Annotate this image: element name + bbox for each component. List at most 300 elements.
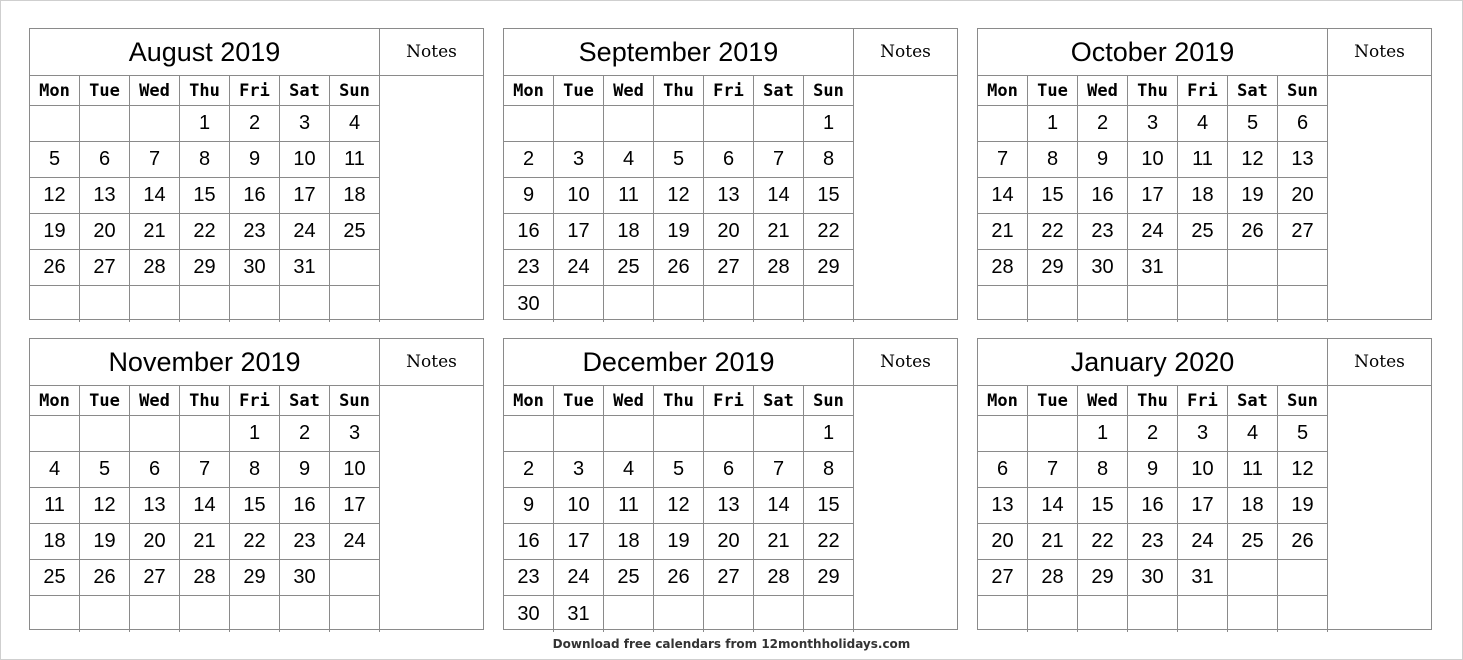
week-row: [30, 178, 380, 214]
day-cell: 31: [1128, 250, 1178, 286]
week-row: [978, 286, 1328, 322]
day-cell: 13: [1278, 142, 1328, 178]
day-cell: 25: [604, 250, 654, 286]
week-row: [30, 416, 380, 452]
day-cell: 6: [1278, 106, 1328, 142]
day-cell: [80, 106, 130, 142]
week-row: [504, 250, 854, 286]
day-cell: 2: [1128, 416, 1178, 452]
week-row: [978, 524, 1328, 560]
month-calendar: [29, 338, 484, 630]
week-row: [504, 214, 854, 250]
weekday-label: Fri: [230, 386, 280, 416]
day-cell: 23: [280, 524, 330, 560]
day-cell: 5: [1278, 416, 1328, 452]
weekday-label: Sat: [754, 386, 804, 416]
day-cell: 19: [30, 214, 80, 250]
day-cell: [80, 286, 130, 322]
day-cell: 30: [1128, 560, 1178, 596]
day-cell: 9: [280, 452, 330, 488]
day-cell: [180, 286, 230, 322]
day-cell: 7: [754, 452, 804, 488]
day-cell: [754, 286, 804, 322]
day-cell: 15: [230, 488, 280, 524]
day-cell: 26: [1278, 524, 1328, 560]
weekday-label: Wed: [130, 76, 180, 106]
weekday-label: Sat: [1228, 76, 1278, 106]
week-row: [978, 178, 1328, 214]
weekday-label: Tue: [80, 386, 130, 416]
day-cell: 8: [804, 142, 854, 178]
week-row: [30, 596, 380, 632]
week-row: [978, 560, 1328, 596]
day-cell: 15: [804, 178, 854, 214]
day-cell: 5: [30, 142, 80, 178]
day-cell: 29: [804, 560, 854, 596]
day-cell: [604, 596, 654, 632]
day-cell: [1028, 416, 1078, 452]
weekday-label: Wed: [604, 76, 654, 106]
day-cell: 28: [754, 560, 804, 596]
weekday-label: Fri: [704, 386, 754, 416]
day-cell: [30, 416, 80, 452]
week-row: [30, 452, 380, 488]
day-cell: 22: [1028, 214, 1078, 250]
week-row: [978, 142, 1328, 178]
day-cell: 31: [280, 250, 330, 286]
day-cell: 22: [804, 524, 854, 560]
day-cell: [330, 560, 380, 596]
month-title: September 2019: [504, 29, 853, 76]
day-cell: 13: [80, 178, 130, 214]
day-cell: 18: [330, 178, 380, 214]
day-cell: 9: [230, 142, 280, 178]
day-cell: [504, 106, 554, 142]
day-cell: 22: [180, 214, 230, 250]
day-cell: 8: [230, 452, 280, 488]
day-cell: 16: [230, 178, 280, 214]
notes-header: Notes: [379, 29, 483, 76]
day-cell: 7: [754, 142, 804, 178]
day-cell: 3: [1178, 416, 1228, 452]
day-cell: 11: [30, 488, 80, 524]
notes-header: Notes: [853, 29, 957, 76]
weekday-label: Tue: [1028, 76, 1078, 106]
day-cell: 16: [504, 524, 554, 560]
day-cell: 7: [130, 142, 180, 178]
weekday-header-row: [978, 76, 1328, 106]
month-calendar: [29, 28, 484, 320]
notes-area: [853, 386, 957, 629]
day-cell: [704, 416, 754, 452]
day-cell: 5: [80, 452, 130, 488]
day-cell: [1128, 286, 1178, 322]
day-cell: 2: [504, 452, 554, 488]
day-cell: 28: [180, 560, 230, 596]
day-cell: 21: [754, 524, 804, 560]
day-cell: 21: [978, 214, 1028, 250]
day-cell: 23: [230, 214, 280, 250]
day-cell: 18: [604, 214, 654, 250]
day-cell: 26: [30, 250, 80, 286]
day-cell: 8: [1078, 452, 1128, 488]
day-cell: 7: [180, 452, 230, 488]
day-cell: [978, 596, 1028, 632]
day-cell: 9: [1128, 452, 1178, 488]
day-cell: [80, 596, 130, 632]
day-cell: [80, 416, 130, 452]
day-cell: 29: [804, 250, 854, 286]
day-cell: 2: [1078, 106, 1128, 142]
day-cell: 11: [1178, 142, 1228, 178]
day-cell: 4: [1178, 106, 1228, 142]
day-cell: 24: [554, 250, 604, 286]
day-cell: 25: [604, 560, 654, 596]
day-cell: 14: [978, 178, 1028, 214]
weekday-label: Tue: [80, 76, 130, 106]
day-cell: 19: [654, 524, 704, 560]
day-cell: 10: [554, 488, 604, 524]
day-cell: 17: [1128, 178, 1178, 214]
day-cell: 10: [554, 178, 604, 214]
day-cell: [1128, 596, 1178, 632]
weekday-label: Tue: [554, 76, 604, 106]
weekday-label: Tue: [1028, 386, 1078, 416]
day-cell: [704, 596, 754, 632]
day-cell: 20: [80, 214, 130, 250]
month-title: August 2019: [30, 29, 379, 76]
weekday-label: Tue: [554, 386, 604, 416]
day-cell: 26: [80, 560, 130, 596]
day-cell: 29: [1078, 560, 1128, 596]
week-row: [30, 214, 380, 250]
day-cell: 12: [654, 178, 704, 214]
day-cell: [754, 106, 804, 142]
weekday-label: Sat: [280, 76, 330, 106]
weekday-label: Fri: [1178, 76, 1228, 106]
day-cell: 27: [130, 560, 180, 596]
day-cell: [754, 596, 804, 632]
weekday-label: Wed: [130, 386, 180, 416]
day-cell: 4: [604, 452, 654, 488]
week-row: [30, 488, 380, 524]
weekday-label: Fri: [1178, 386, 1228, 416]
day-cell: [704, 106, 754, 142]
day-cell: 6: [130, 452, 180, 488]
day-cell: [554, 106, 604, 142]
week-row: [978, 416, 1328, 452]
weekday-label: Mon: [504, 76, 554, 106]
week-row: [504, 488, 854, 524]
day-cell: [654, 416, 704, 452]
day-cell: [1278, 286, 1328, 322]
day-cell: 23: [1128, 524, 1178, 560]
day-cell: [1178, 286, 1228, 322]
day-cell: 11: [1228, 452, 1278, 488]
day-cell: 18: [30, 524, 80, 560]
day-cell: 19: [1278, 488, 1328, 524]
day-cell: 18: [604, 524, 654, 560]
day-cell: [130, 106, 180, 142]
day-cell: [330, 596, 380, 632]
day-cell: 27: [704, 560, 754, 596]
day-cell: 2: [504, 142, 554, 178]
month-calendar: [503, 338, 958, 630]
weekday-header-row: [978, 386, 1328, 416]
day-cell: 20: [704, 524, 754, 560]
week-row: [30, 142, 380, 178]
day-cell: [1178, 596, 1228, 632]
day-cell: [654, 596, 704, 632]
day-cell: 10: [280, 142, 330, 178]
day-cell: [30, 286, 80, 322]
week-row: [504, 178, 854, 214]
day-cell: 19: [654, 214, 704, 250]
day-cell: 13: [704, 178, 754, 214]
weekday-label: Sun: [1278, 76, 1328, 106]
day-cell: 1: [1078, 416, 1128, 452]
day-cell: 16: [504, 214, 554, 250]
day-cell: [1228, 596, 1278, 632]
day-cell: 23: [504, 250, 554, 286]
day-cell: 22: [804, 214, 854, 250]
day-cell: [130, 286, 180, 322]
day-cell: [1078, 596, 1128, 632]
weekday-label: Thu: [654, 386, 704, 416]
day-cell: [654, 106, 704, 142]
day-cell: 10: [1128, 142, 1178, 178]
day-cell: 14: [180, 488, 230, 524]
day-cell: 12: [1278, 452, 1328, 488]
day-cell: 30: [280, 560, 330, 596]
day-cell: 21: [754, 214, 804, 250]
day-cell: 21: [130, 214, 180, 250]
day-cell: [280, 596, 330, 632]
month-title: December 2019: [504, 339, 853, 386]
day-cell: 26: [654, 560, 704, 596]
day-cell: 25: [1178, 214, 1228, 250]
day-cell: 22: [230, 524, 280, 560]
weekday-label: Mon: [978, 76, 1028, 106]
day-cell: 3: [554, 452, 604, 488]
day-cell: [978, 416, 1028, 452]
day-cell: [1028, 596, 1078, 632]
day-cell: 19: [80, 524, 130, 560]
weekday-label: Sun: [1278, 386, 1328, 416]
weekday-label: Fri: [230, 76, 280, 106]
day-cell: 23: [1078, 214, 1128, 250]
day-cell: 7: [978, 142, 1028, 178]
weekday-label: Wed: [604, 386, 654, 416]
week-row: [978, 214, 1328, 250]
day-grid: [504, 386, 854, 632]
weekday-label: Sun: [804, 386, 854, 416]
day-cell: [1178, 250, 1228, 286]
day-cell: 28: [1028, 560, 1078, 596]
month-title: November 2019: [30, 339, 379, 386]
day-cell: 25: [30, 560, 80, 596]
day-cell: 6: [704, 142, 754, 178]
day-cell: 23: [504, 560, 554, 596]
day-cell: [1078, 286, 1128, 322]
week-row: [978, 488, 1328, 524]
day-cell: [604, 286, 654, 322]
day-cell: 22: [1078, 524, 1128, 560]
day-cell: [804, 596, 854, 632]
day-cell: [30, 596, 80, 632]
day-cell: 4: [604, 142, 654, 178]
day-cell: 9: [504, 488, 554, 524]
day-cell: 15: [180, 178, 230, 214]
day-cell: 17: [554, 214, 604, 250]
day-cell: [654, 286, 704, 322]
week-row: [30, 560, 380, 596]
day-cell: 29: [180, 250, 230, 286]
weekday-label: Mon: [504, 386, 554, 416]
month-title: January 2020: [978, 339, 1327, 386]
day-grid: [30, 386, 380, 632]
week-row: [30, 286, 380, 322]
week-row: [504, 142, 854, 178]
day-cell: 12: [1228, 142, 1278, 178]
day-cell: 4: [330, 106, 380, 142]
day-cell: [978, 106, 1028, 142]
day-cell: 24: [280, 214, 330, 250]
day-cell: 8: [180, 142, 230, 178]
day-cell: 2: [230, 106, 280, 142]
day-cell: [804, 286, 854, 322]
day-cell: [230, 596, 280, 632]
day-cell: 5: [654, 142, 704, 178]
day-cell: 30: [504, 286, 554, 322]
day-cell: 20: [130, 524, 180, 560]
weekday-label: Thu: [180, 386, 230, 416]
weekday-label: Mon: [978, 386, 1028, 416]
day-cell: [1278, 250, 1328, 286]
day-cell: 19: [1228, 178, 1278, 214]
notes-header: Notes: [853, 339, 957, 386]
day-cell: 11: [604, 488, 654, 524]
day-cell: [1228, 286, 1278, 322]
month-calendar: [977, 28, 1432, 320]
day-cell: 16: [1128, 488, 1178, 524]
weekday-header-row: [504, 76, 854, 106]
week-row: [30, 524, 380, 560]
weekday-label: Wed: [1078, 76, 1128, 106]
day-cell: 15: [1078, 488, 1128, 524]
notes-header: Notes: [379, 339, 483, 386]
week-row: [978, 106, 1328, 142]
weekday-header-row: [504, 386, 854, 416]
day-cell: 20: [978, 524, 1028, 560]
day-cell: 14: [130, 178, 180, 214]
day-cell: 27: [704, 250, 754, 286]
day-cell: [1228, 560, 1278, 596]
day-cell: 17: [554, 524, 604, 560]
day-cell: 1: [804, 106, 854, 142]
day-cell: 11: [330, 142, 380, 178]
weekday-label: Sun: [804, 76, 854, 106]
day-cell: 10: [330, 452, 380, 488]
day-cell: 18: [1178, 178, 1228, 214]
weekday-header-row: [30, 76, 380, 106]
day-cell: 29: [230, 560, 280, 596]
day-cell: 10: [1178, 452, 1228, 488]
day-cell: 30: [1078, 250, 1128, 286]
weekday-label: Sat: [1228, 386, 1278, 416]
week-row: [978, 250, 1328, 286]
day-cell: 25: [1228, 524, 1278, 560]
day-cell: [554, 416, 604, 452]
day-cell: 13: [978, 488, 1028, 524]
day-cell: 17: [280, 178, 330, 214]
day-cell: [180, 596, 230, 632]
day-cell: 3: [280, 106, 330, 142]
notes-area: [1327, 386, 1431, 629]
day-cell: 14: [754, 178, 804, 214]
day-cell: 26: [1228, 214, 1278, 250]
notes-header: Notes: [1327, 29, 1431, 76]
day-cell: 2: [280, 416, 330, 452]
week-row: [504, 560, 854, 596]
day-grid: [978, 386, 1328, 632]
week-row: [30, 106, 380, 142]
weekday-label: Thu: [180, 76, 230, 106]
day-cell: 4: [30, 452, 80, 488]
day-cell: 29: [1028, 250, 1078, 286]
day-cell: [30, 106, 80, 142]
day-cell: 8: [1028, 142, 1078, 178]
day-cell: 6: [704, 452, 754, 488]
day-cell: 6: [80, 142, 130, 178]
day-cell: 5: [654, 452, 704, 488]
day-cell: [180, 416, 230, 452]
week-row: [504, 596, 854, 632]
day-cell: [1278, 596, 1328, 632]
day-cell: 5: [1228, 106, 1278, 142]
week-row: [504, 286, 854, 322]
day-cell: [330, 286, 380, 322]
week-row: [978, 452, 1328, 488]
weekday-label: Sat: [754, 76, 804, 106]
day-cell: 20: [1278, 178, 1328, 214]
week-row: [504, 524, 854, 560]
footer-credit: Download free calendars from 12monthholidays.com: [552, 637, 911, 651]
month-title: October 2019: [978, 29, 1327, 76]
day-cell: 11: [604, 178, 654, 214]
day-cell: 15: [1028, 178, 1078, 214]
week-row: [30, 250, 380, 286]
day-grid: [978, 76, 1328, 322]
day-cell: [130, 416, 180, 452]
week-row: [978, 596, 1328, 632]
day-cell: 31: [554, 596, 604, 632]
notes-area: [853, 76, 957, 319]
day-cell: 9: [504, 178, 554, 214]
day-cell: 30: [230, 250, 280, 286]
day-cell: 25: [330, 214, 380, 250]
day-cell: 12: [654, 488, 704, 524]
day-cell: [604, 416, 654, 452]
weekday-label: Mon: [30, 386, 80, 416]
day-cell: 24: [330, 524, 380, 560]
day-grid: [504, 76, 854, 322]
day-cell: 27: [1278, 214, 1328, 250]
day-cell: 3: [1128, 106, 1178, 142]
day-cell: 14: [754, 488, 804, 524]
day-cell: 21: [180, 524, 230, 560]
day-cell: 31: [1178, 560, 1228, 596]
